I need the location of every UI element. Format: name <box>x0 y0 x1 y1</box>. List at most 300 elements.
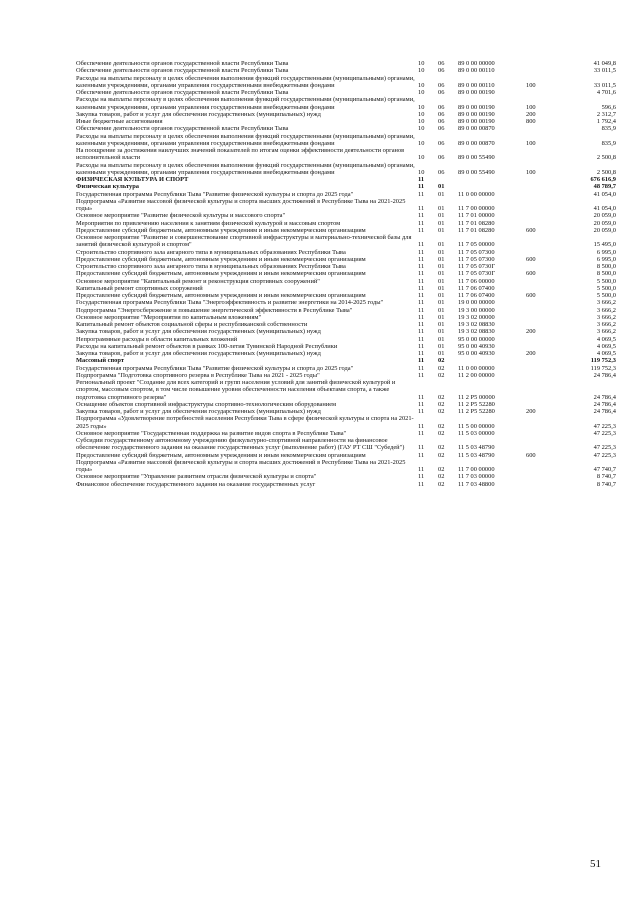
table-row <box>76 415 616 430</box>
subsection-code: 01 <box>438 342 445 350</box>
section-code: 11 <box>418 284 425 292</box>
amount: 8 740,7 <box>596 480 616 488</box>
subsection-code: 01 <box>438 190 445 198</box>
expense-type-code <box>526 263 556 270</box>
expense-type-code <box>526 191 556 198</box>
section-code: 10 <box>418 139 425 147</box>
page-number: 51 <box>590 858 601 870</box>
target-article-code: 11 2 P5 52280 <box>458 408 495 415</box>
expense-type-code <box>526 147 556 162</box>
row-name: Обеспечение деятельности органов государственной власти Республики Тыва <box>76 60 289 67</box>
expense-type-code: 600 <box>526 451 536 459</box>
row-name: Предоставление субсидий бюджетным, автономным учреждениям и иным некоммерческим организациям <box>76 451 366 459</box>
target-article-code: 11 5 03 00000 <box>458 429 495 437</box>
row-name: Обеспечение деятельности органов государственной власти Республики Тыва <box>76 125 289 133</box>
row-name: Иные бюджетные ассигнования <box>76 118 163 125</box>
row-name: Расходы на выплаты персоналу в целях обеспечения выполнения функций государственными (муниципальными) органами, казенными учреждениями, органами управления государственными внебюджетными фондами <box>76 161 415 176</box>
row-name: Предоставление субсидий бюджетным, автономным учреждениям и иным некоммерческим организациям <box>76 226 366 234</box>
subsection-code: 01 <box>438 299 445 307</box>
target-article-code: 95 0 00 40930 <box>458 342 495 350</box>
target-article-code <box>458 176 526 183</box>
row-name: Массовый спорт <box>76 357 124 365</box>
target-article-code: 89 0 00 00110 <box>458 81 495 89</box>
amount: 24 786,4 <box>593 408 616 415</box>
row-name: Подпрограмма «Развитие массовой физической культуры и спорта высших достижений в Республике Тыва на 2021-2025 годы» <box>76 197 406 212</box>
section-code: 11 <box>418 277 425 285</box>
target-article-code: 11 7 00 00000 <box>458 466 495 473</box>
subsection-code: 01 <box>438 328 445 336</box>
amount: 47 225,3 <box>593 451 616 459</box>
table-row <box>76 285 616 292</box>
row-name: Основное мероприятие "Мероприятия по капитальным вложениям" <box>76 313 262 321</box>
target-article-code: 11 5 03 48790 <box>458 444 495 452</box>
subsection-code: 01 <box>438 248 445 256</box>
row-name: Физическая культура <box>76 183 139 191</box>
target-article-code: 89 0 00 55490 <box>458 154 495 162</box>
expense-type-code: 200 <box>526 408 536 415</box>
table-row <box>76 459 616 474</box>
target-article-code: 11 5 00 00000 <box>458 422 495 430</box>
amount: 8 500,0 <box>596 270 616 278</box>
amount: 5 500,0 <box>596 292 616 299</box>
row-name: Капитальный ремонт объектов социальной сферы и республиканской собственности <box>76 321 308 328</box>
row-name: Основное мероприятие "Развитие и совершенствование спортивной инфраструктуры и материально-технической базы для занятий физической культурой и спортом" <box>76 234 412 249</box>
section-code: 11 <box>418 350 425 357</box>
target-article-code: 11 7 05 07300 <box>458 255 495 263</box>
subsection-code: 02 <box>438 466 445 473</box>
expense-type-code <box>526 372 556 379</box>
target-article-code: 11 2 P5 00000 <box>458 393 495 401</box>
table-row <box>76 162 616 177</box>
table-row <box>76 336 616 343</box>
section-code: 10 <box>418 81 425 89</box>
table-row <box>76 176 616 183</box>
amount: 20 059,0 <box>593 219 616 227</box>
expense-type-code <box>526 198 556 213</box>
subsection-code: 01 <box>438 212 445 220</box>
table-row <box>76 270 616 277</box>
target-article-code: 11 7 05 00000 <box>458 241 495 249</box>
table-row <box>76 111 616 118</box>
row-name: Расходы на выплаты персоналу в целях обеспечения выполнения функций государственными (муниципальными) органами, казенными учреждениями, органами управления государственными внебюджетными фондами <box>76 96 415 111</box>
section-code: 10 <box>418 60 425 67</box>
section-code: 11 <box>418 342 425 350</box>
table-row <box>76 473 616 480</box>
subsection-code: 02 <box>438 422 445 430</box>
row-name: Закупка товаров, работ и услуг для обеспечения государственных (муниципальных) нужд <box>76 408 321 415</box>
table-row <box>76 227 616 234</box>
subsection-code: 06 <box>438 139 445 147</box>
target-article-code: 11 5 03 48790 <box>458 451 495 459</box>
amount: 24 786,4 <box>593 371 616 379</box>
section-code: 11 <box>418 357 425 365</box>
table-row <box>76 481 616 488</box>
section-code: 11 <box>418 190 425 198</box>
target-article-code: 89 0 00 00870 <box>458 125 495 133</box>
row-name: Предоставление субсидий бюджетным, автономным учреждениям и иным некоммерческим организациям <box>76 255 366 263</box>
subsection-code: 06 <box>438 154 445 162</box>
amount: 835,9 <box>601 139 616 147</box>
table-row <box>76 379 616 401</box>
amount: 33 011,5 <box>593 81 616 89</box>
amount: 24 786,4 <box>593 393 616 401</box>
section-code: 10 <box>418 168 425 176</box>
target-article-code <box>458 357 526 364</box>
row-name: Основное мероприятие "Капитальный ремонт и реконструкция спортивных сооружений" <box>76 277 320 285</box>
table-row <box>76 183 616 190</box>
target-article-code: 11 7 01 08280 <box>458 219 495 227</box>
section-code: 11 <box>418 364 425 372</box>
row-name: Финансовое обеспечение государственного задания на оказание государственных услуг <box>76 480 316 488</box>
table-row <box>76 437 616 452</box>
expense-type-code <box>526 314 556 321</box>
section-code: 11 <box>418 226 425 234</box>
table-row <box>76 75 616 90</box>
amount: 20 059,0 <box>593 226 616 234</box>
target-article-code: 11 7 06 07400 <box>458 284 495 292</box>
row-name: Обеспечение деятельности органов государственной власти Республики Тыва <box>76 89 289 96</box>
subsection-code: 02 <box>438 451 445 459</box>
section-code: 11 <box>418 183 425 191</box>
amount: 47 225,3 <box>593 422 616 430</box>
subsection-code: 02 <box>438 444 445 452</box>
amount: 8 500,0 <box>596 263 616 270</box>
amount: 3 666,2 <box>596 313 616 321</box>
target-article-code: 89 0 00 00000 <box>458 60 495 67</box>
subsection-code: 02 <box>438 400 445 408</box>
amount: 2 500,8 <box>596 168 616 176</box>
table-row <box>76 357 616 364</box>
subsection-code: 01 <box>438 350 445 357</box>
row-name: Государственная программа Республики Тыва "Энергоэффективность и развитие энергетики на 2014-2025 годы" <box>76 299 384 307</box>
row-name: Расходы на выплаты персоналу в целях обеспечения выполнения функций государственными (муниципальными) органами, казенными учреждениями, органами управления государственными внебюджетными фондами <box>76 74 415 89</box>
amount: 3 666,2 <box>596 299 616 307</box>
target-article-code <box>458 183 526 190</box>
expense-type-code: 200 <box>526 110 536 118</box>
section-code: 10 <box>418 67 425 75</box>
section-code: 11 <box>418 313 425 321</box>
row-name: Расходы на выплаты персоналу в целях обеспечения выполнения функций государственными (муниципальными) органами, казенными учреждениями, органами управления государственными внебюджетными фондами <box>76 132 415 147</box>
subsection-code: 01 <box>438 313 445 321</box>
section-code: 11 <box>418 321 425 328</box>
amount: 41 054,0 <box>593 190 616 198</box>
target-article-code: 19 3 00 00000 <box>458 306 495 314</box>
subsection-code: 06 <box>438 89 445 96</box>
section-code: 11 <box>418 328 425 336</box>
subsection-code: 06 <box>438 103 445 111</box>
target-article-code: 11 0 00 00000 <box>458 190 495 198</box>
expense-type-code: 200 <box>526 350 536 357</box>
expense-type-code: 600 <box>526 270 536 278</box>
table-row <box>76 234 616 249</box>
expense-type-code <box>526 415 556 430</box>
expense-type-code <box>526 336 556 343</box>
amount: 8 740,7 <box>596 473 616 481</box>
subsection-code: 01 <box>438 241 445 249</box>
subsection-code: 02 <box>438 357 445 365</box>
expense-type-code <box>526 278 556 285</box>
target-article-code: 11 2 00 00000 <box>458 371 495 379</box>
amount: 676 616,9 <box>590 176 616 183</box>
table-row <box>76 212 616 219</box>
amount: 47 740,7 <box>593 466 616 473</box>
target-article-code: 11 7 00 00000 <box>458 205 495 212</box>
amount: 119 752,3 <box>590 357 616 365</box>
amount: 41 049,8 <box>593 60 616 67</box>
table-row <box>76 220 616 227</box>
expense-type-code: 600 <box>526 255 536 263</box>
target-article-code: 95 0 00 00000 <box>458 335 495 343</box>
expense-type-code <box>526 481 556 488</box>
expense-type-code <box>526 365 556 372</box>
target-article-code: 89 0 00 55490 <box>458 168 495 176</box>
table-row <box>76 343 616 350</box>
section-code: 11 <box>418 255 425 263</box>
table-row <box>76 430 616 437</box>
table-row <box>76 292 616 299</box>
amount: 3 666,2 <box>596 321 616 328</box>
expense-type-code <box>526 220 556 227</box>
table-row <box>76 263 616 270</box>
amount: 3 666,2 <box>596 328 616 336</box>
table-row <box>76 191 616 198</box>
target-article-code: 11 7 06 07400 <box>458 292 495 299</box>
expense-type-code <box>526 473 556 480</box>
row-name: Подпрограмма "Энергосбережение и повышение энергетической эффективности в Республике Тыва" <box>76 306 353 314</box>
expense-type-code <box>526 430 556 437</box>
amount: 119 752,3 <box>590 364 616 372</box>
section-code: 11 <box>418 306 425 314</box>
subsection-code: 02 <box>438 429 445 437</box>
expense-type-code <box>526 299 556 306</box>
expense-type-code <box>526 176 556 183</box>
expense-type-code <box>526 60 556 67</box>
subsection-code: 01 <box>438 226 445 234</box>
amount: 6 995,0 <box>596 248 616 256</box>
subsection-code: 02 <box>438 393 445 401</box>
expense-type-code <box>526 459 556 474</box>
row-name: Основное мероприятие "Управление развитием отрасли физической культуры и спорта" <box>76 473 317 481</box>
section-code: 11 <box>418 400 425 408</box>
amount: 5 500,0 <box>596 284 616 292</box>
subsection-code: 02 <box>438 408 445 415</box>
expense-type-code <box>526 307 556 314</box>
table-row <box>76 350 616 357</box>
row-name: Основное мероприятие "Развитие физической культуры и массового спорта" <box>76 212 286 220</box>
target-article-code: 11 7 01 00000 <box>458 212 495 220</box>
section-code: 10 <box>418 103 425 111</box>
amount: 20 059,0 <box>593 212 616 220</box>
section-code: 11 <box>418 212 425 220</box>
section-code: 11 <box>418 429 425 437</box>
subsection-code: 06 <box>438 81 445 89</box>
expense-type-code: 200 <box>526 328 536 336</box>
row-name: Предоставление субсидий бюджетным, автономным учреждениям и иным некоммерческим организациям <box>76 292 366 299</box>
target-article-code: 19 3 02 00000 <box>458 313 495 321</box>
row-name: Подпрограмма «Развитие массовой физической культуры и спорта высших достижений в Республике Тыва на 2021-2025 годы» <box>76 458 406 473</box>
section-code: 11 <box>418 408 425 415</box>
table-row <box>76 133 616 148</box>
subsection-code: 01 <box>438 205 445 212</box>
amount: 15 495,0 <box>593 241 616 249</box>
target-article-code: 19 0 00 00000 <box>458 299 495 307</box>
section-code: 11 <box>418 219 425 227</box>
target-article-code: 19 3 02 08830 <box>458 328 495 336</box>
subsection-code: 06 <box>438 67 445 75</box>
subsection-code: 01 <box>438 292 445 299</box>
section-code: 11 <box>418 473 425 481</box>
row-name: Мероприятия по привлечению населения к занятиям физической культурой и массовым спортом <box>76 219 341 227</box>
amount: 5 500,0 <box>596 277 616 285</box>
expense-type-code <box>526 89 556 96</box>
target-article-code: 19 3 02 08830 <box>458 321 495 328</box>
section-code: 10 <box>418 125 425 133</box>
table-row <box>76 118 616 125</box>
budget-table <box>76 60 616 488</box>
table-row <box>76 147 616 162</box>
expense-type-code <box>526 357 556 364</box>
amount: 2 312,7 <box>596 110 616 118</box>
target-article-code: 11 0 00 00000 <box>458 364 495 372</box>
expense-type-code: 600 <box>526 226 536 234</box>
table-row <box>76 307 616 314</box>
target-article-code: 11 7 03 00000 <box>458 473 495 481</box>
expense-type-code <box>526 321 556 328</box>
amount: 4 069,5 <box>596 342 616 350</box>
expense-type-code <box>526 285 556 292</box>
expense-type-code: 100 <box>526 81 536 89</box>
row-name: Подпрограмма "Подготовка спортивного резерва в Республике Тыва на 2021 - 2025 годы" <box>76 371 320 379</box>
row-name: Оснащение объектов спортивной инфраструктуры спортивно-технологическим оборудованием <box>76 400 337 408</box>
section-code: 11 <box>418 270 425 278</box>
target-article-code: 11 7 01 08280 <box>458 226 495 234</box>
table-row <box>76 299 616 306</box>
target-article-code: 89 0 00 00110 <box>458 67 495 75</box>
subsection-code <box>438 176 458 183</box>
subsection-code: 06 <box>438 168 445 176</box>
expense-type-code <box>526 234 556 249</box>
expense-type-code: 800 <box>526 118 536 125</box>
amount: 4 701,6 <box>596 89 616 96</box>
table-row <box>76 314 616 321</box>
table-row <box>76 365 616 372</box>
subsection-code: 02 <box>438 364 445 372</box>
row-name: Основное мероприятие "Государственная поддержка на развитие видов спорта в Республике Тыва" <box>76 429 347 437</box>
table-row <box>76 321 616 328</box>
subsection-code: 01 <box>438 284 445 292</box>
target-article-code: 89 0 00 00190 <box>458 103 495 111</box>
subsection-code: 01 <box>438 183 445 191</box>
section-code: 10 <box>418 154 425 162</box>
amount: 596,6 <box>601 103 616 111</box>
section-code: 11 <box>418 248 425 256</box>
target-article-code: 11 7 05 0730Г <box>458 270 496 278</box>
amount: 41 054,0 <box>593 205 616 212</box>
section-code: 11 <box>418 451 425 459</box>
expense-type-code <box>526 67 556 74</box>
row-name: Строительство спортивного зала ангарного типа в муниципальных образованиях Республики Тыва <box>76 263 346 270</box>
subsection-code: 01 <box>438 277 445 285</box>
row-name: Государственная программа Республики Тыва "Развитие физической культуры и спорта до 2025 года" <box>76 364 354 372</box>
row-name: Обеспечение деятельности органов государственной власти Республики Тыва <box>76 67 289 75</box>
table-row <box>76 401 616 408</box>
table-row <box>76 408 616 415</box>
amount: 48 789,7 <box>593 183 616 191</box>
amount: 4 069,5 <box>596 350 616 357</box>
amount: 835,9 <box>601 125 616 133</box>
subsection-code: 01 <box>438 321 445 328</box>
section-code: 11 <box>418 176 425 183</box>
amount: 47 225,3 <box>593 429 616 437</box>
section-code: 10 <box>418 110 425 118</box>
section-code: 11 <box>418 241 425 249</box>
row-name: Государственная программа Республики Тыва "Развитие физической культуры и спорта до 2025 года" <box>76 190 354 198</box>
row-name: На поощрение за достижения наилучших значений показателей по итогам оценки эффективности деятельности органов исполнительной власти <box>76 147 405 162</box>
section-code: 11 <box>418 263 425 270</box>
subsection-code: 01 <box>438 219 445 227</box>
section-code: 11 <box>418 422 425 430</box>
expense-type-code: 600 <box>526 292 536 299</box>
target-article-code: 89 0 00 00870 <box>458 139 495 147</box>
row-name: Предоставление субсидий бюджетным, автономным учреждениям и иным некоммерческим организациям <box>76 270 366 278</box>
row-name: Закупка товаров, работ и услуг для обеспечения государственных (муниципальных) нужд <box>76 328 321 336</box>
amount: 33 011,5 <box>593 67 616 75</box>
amount: 1 792,4 <box>596 118 616 125</box>
row-name: Капитальный ремонт спортивных сооружений <box>76 284 203 292</box>
section-code: 11 <box>418 299 425 307</box>
section-code: 11 <box>418 466 425 473</box>
subsection-code: 02 <box>438 371 445 379</box>
subsection-code: 06 <box>438 110 445 118</box>
target-article-code: 11 7 06 00000 <box>458 277 495 285</box>
row-name: Расходы на капитальный ремонт объектов в рамках 100-летия Тувинской Народной Республики <box>76 342 338 350</box>
target-article-code: 11 2 P5 52280 <box>458 400 495 408</box>
table-row <box>76 452 616 459</box>
section-code: 10 <box>418 118 425 125</box>
subsection-code: 01 <box>438 270 445 278</box>
expense-type-code: 100 <box>526 103 536 111</box>
amount: 24 786,4 <box>593 400 616 408</box>
expense-type-code <box>526 249 556 256</box>
subsection-code: 06 <box>438 118 445 125</box>
expense-type-code <box>526 183 556 190</box>
section-code: 11 <box>418 480 425 488</box>
target-article-code: 11 7 05 0730Г <box>458 263 496 270</box>
expense-type-code: 100 <box>526 139 536 147</box>
expense-type-code <box>526 343 556 350</box>
expense-type-code: 100 <box>526 168 536 176</box>
expense-type-code <box>526 125 556 132</box>
subsection-code: 06 <box>438 125 445 133</box>
amount: 4 069,5 <box>596 335 616 343</box>
table-row <box>76 328 616 335</box>
amount: 47 225,3 <box>593 444 616 452</box>
section-code: 10 <box>418 89 425 96</box>
table-row <box>76 96 616 111</box>
row-name: Закупка товаров, работ и услуг для обеспечения государственных (муниципальных) нужд <box>76 110 321 118</box>
subsection-code: 01 <box>438 255 445 263</box>
budget-table-body <box>76 60 616 488</box>
section-code: 11 <box>418 444 425 452</box>
target-article-code: 11 7 03 48800 <box>458 480 495 488</box>
subsection-code: 06 <box>438 60 445 67</box>
expense-type-code <box>526 437 556 452</box>
target-article-code: 11 7 05 07300 <box>458 248 495 256</box>
row-name: Закупка товаров, работ и услуг для обеспечения государственных (муниципальных) нужд <box>76 350 321 357</box>
table-row <box>76 278 616 285</box>
table-row <box>76 256 616 263</box>
amount: 6 995,0 <box>596 255 616 263</box>
